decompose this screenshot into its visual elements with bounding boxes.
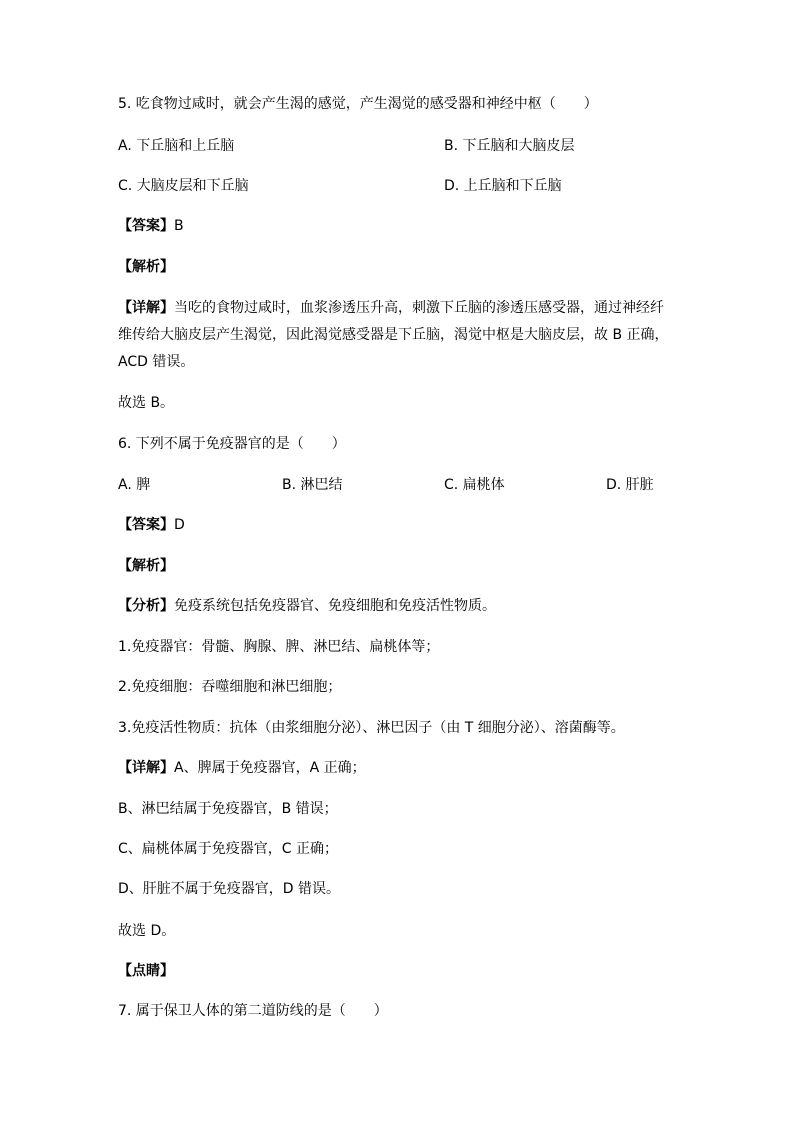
q6-analysis-tag: 【解析】	[118, 558, 174, 574]
q6-point-1: 1.免疫器官：骨髓、胸腺、脾、淋巴结、扁桃体等；	[118, 639, 440, 655]
detail-line-c: C、扁桃体属于免疫器官，C 正确；	[118, 841, 339, 857]
detail-line-b: B、淋巴结属于免疫器官，B 错误；	[118, 801, 338, 817]
detail-line-3: ACD 错误。	[118, 354, 195, 370]
detail-tag: 【详解】	[118, 300, 174, 316]
detail-line-d: D、肝脏不属于免疫器官，D 错误。	[118, 881, 341, 897]
q6-conclusion: 故选 D。	[118, 923, 176, 939]
detail-line-1: 当吃的食物过咸时，血浆渗透压升高，刺激下丘脑的渗透压感受器，通过神经纤	[174, 300, 664, 316]
answer-tag: 【答案】	[118, 218, 174, 234]
q6-comment-tag: 【点睛】	[118, 963, 174, 979]
detail-tag: 【详解】	[118, 760, 174, 776]
q6-stem: 6. 下列不属于免疫器官的是（ ）	[118, 436, 346, 452]
answer-value: B	[174, 218, 184, 234]
q7-stem: 7. 属于保卫人体的第二道防线的是（ ）	[118, 1003, 388, 1019]
q6-point-2: 2.免疫细胞：吞噬细胞和淋巴细胞；	[118, 679, 342, 695]
answer-tag: 【答案】	[118, 517, 174, 533]
analysis-sub-tag: 【分析】	[118, 598, 174, 614]
answer-value: D	[174, 517, 185, 533]
q6-analysis	[118, 596, 496, 616]
q5-detail	[118, 295, 678, 376]
q6-detail	[118, 758, 366, 778]
q6-option-b: B. 淋巴结	[282, 477, 343, 493]
q5-option-c: C. 大脑皮层和下丘脑	[118, 178, 249, 194]
analysis-text: 免疫系统包括免疫器官、免疫细胞和免疫活性物质。	[174, 598, 496, 614]
q5-answer	[118, 216, 184, 236]
q5-conclusion: 故选 B。	[118, 395, 175, 411]
q5-stem: 5. 吃食物过咸时，就会产生渴的感觉，产生渴觉的感受器和神经中枢（ ）	[118, 96, 598, 112]
q6-option-d: D. 肝脏	[606, 477, 654, 493]
q6-option-c: C. 扁桃体	[444, 477, 505, 493]
q6-option-a: A. 脾	[118, 477, 151, 493]
q5-option-b: B. 下丘脑和大脑皮层	[444, 138, 575, 154]
q5-analysis-tag: 【解析】	[118, 259, 174, 275]
q5-option-a: A. 下丘脑和上丘脑	[118, 138, 235, 154]
q6-answer	[118, 515, 185, 535]
q5-option-d: D. 上丘脑和下丘脑	[444, 178, 562, 194]
detail-line-2: 维传给大脑皮层产生渴觉，因此渴觉感受器是下丘脑，渴觉中枢是大脑皮层，故 B 正确，	[118, 327, 669, 343]
q6-point-3: 3.免疫活性物质：抗体（由浆细胞分泌）、淋巴因子（由 T 细胞分泌）、溶菌酶等。	[118, 720, 625, 736]
detail-line-a: A、脾属于免疫器官，A 正确；	[174, 760, 366, 776]
